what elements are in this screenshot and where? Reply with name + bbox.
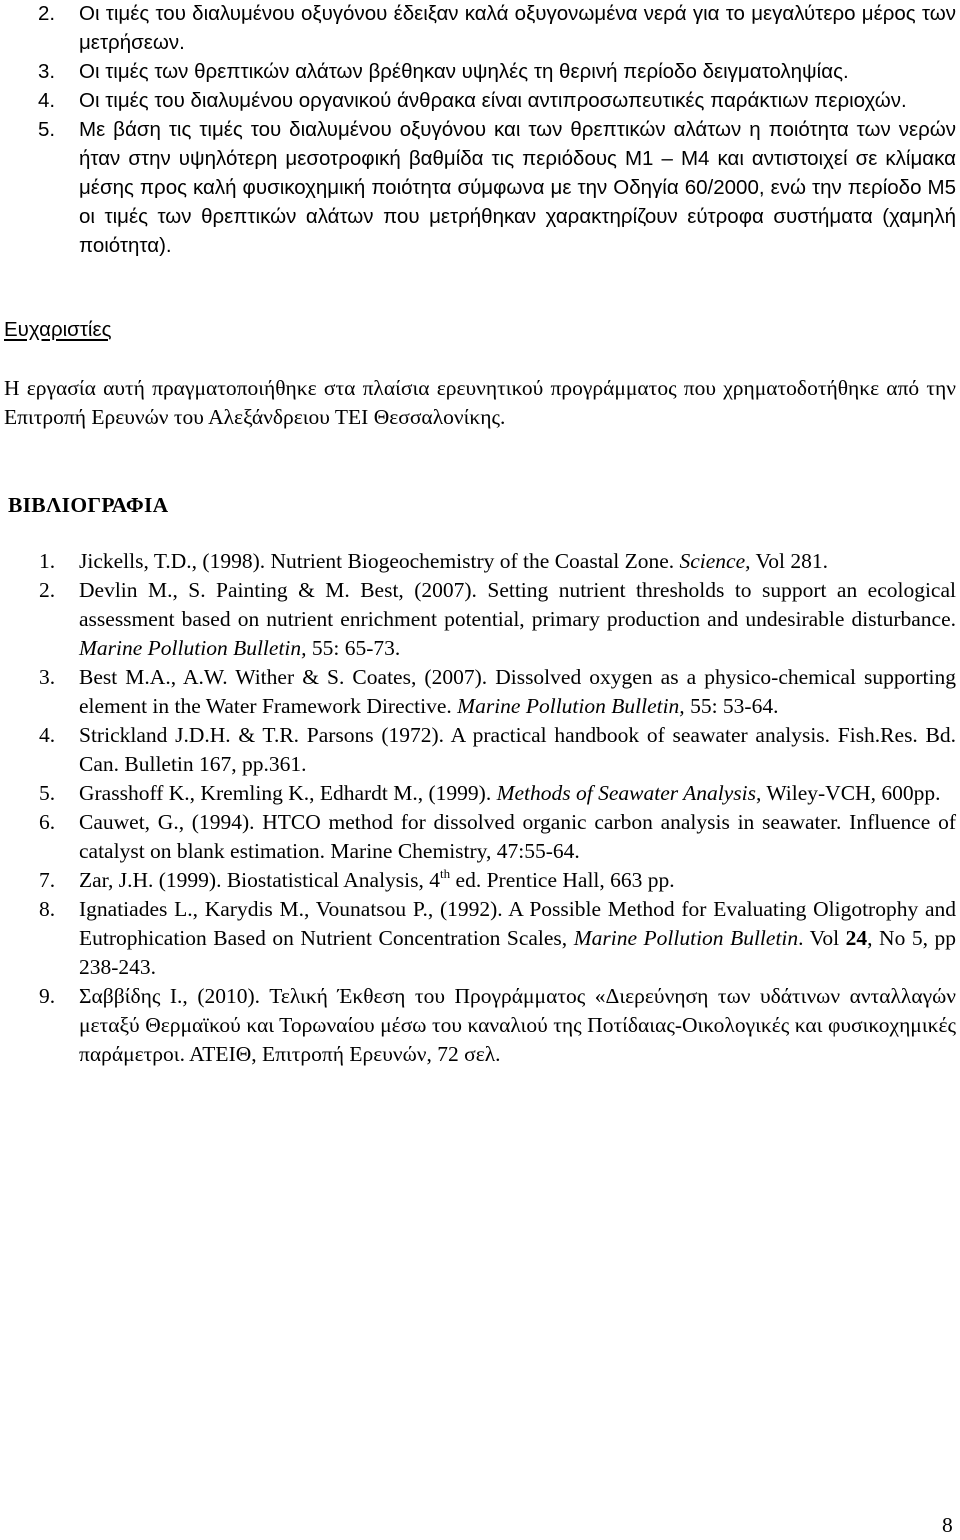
list-number: 8. [39, 897, 56, 921]
reference-text: Jickells, T.D., (1998). Nutrient Biogeochemistry of the Coastal Zone. [79, 549, 680, 573]
list-number: 9. [39, 984, 56, 1008]
page-number: 8 [942, 1513, 953, 1537]
bibliography-heading: ΒΙΒΛΙΟΓΡΑΦΙΑ [8, 493, 169, 517]
reference-text: , No 5, pp 238-243. [79, 926, 956, 979]
reference-item [0, 895, 956, 982]
reference-item [0, 547, 956, 576]
book-title: Methods of Seawater Analysis [496, 781, 756, 805]
reference-item [0, 721, 956, 779]
journal-name: Science, [679, 549, 751, 573]
conclusion-item [0, 115, 956, 260]
list-number: 4. [38, 89, 56, 112]
reference-text: , Wiley-VCH, 600pp. [755, 781, 941, 805]
journal-name: Marine Pollution Bulletin, [79, 636, 307, 660]
list-number: 2. [39, 578, 56, 602]
reference-text: Zar, J.H. (1999). Biostatistical Analysis, 4 [79, 868, 441, 892]
conclusion-item [0, 57, 956, 86]
reference-item [0, 779, 956, 808]
list-number: 1. [39, 549, 56, 573]
list-number: 6. [39, 810, 56, 834]
conclusion-text: Οι τιμές των θρεπτικών αλάτων βρέθηκαν υψηλές τη θερινή περίοδο δειγματοληψίας. [79, 60, 849, 83]
list-number: 5. [39, 781, 56, 805]
reference-text: Devlin M., S. Painting & M. Best, (2007). Setting nutrient thresholds to support an ecological assessment based on nutrient enrichment potential, primary production and undesirable disturbance. [79, 578, 956, 631]
conclusions-list [0, 0, 956, 260]
list-number: 3. [39, 665, 56, 689]
reference-item [0, 982, 956, 1069]
reference-text: Best M.A., A.W. Wither & S. Coates, (2007). Dissolved oxygen as a physico-chemical supporting element in the Water Framework Directive. [79, 665, 956, 718]
reference-text: Ignatiades L., Karydis M., Vounatsou P., (1992). A Possible Method for Evaluating Oligotrophy and Eutrophication Based on Nutrient Concentration Scales, [79, 897, 956, 950]
reference-text: Vol 281. [750, 549, 828, 573]
reference-text: Σαββίδης Ι., (2010). Τελική Έκθεση του Προγράμματος «Διερεύνηση των υδάτινων ανταλλαγών μεταξύ Θερμαϊκού και Τορωναίου μέσω του καναλιού της Ποτίδαιας-Οικολογικές και φυσικοχημικές παράμετροι. ΑΤΕΙΘ, Επιτροπή Ερευνών, 72 σελ. [79, 984, 956, 1066]
list-number: 4. [39, 723, 56, 747]
reference-text: 55: 65-73. [306, 636, 401, 660]
reference-item [0, 808, 956, 866]
reference-item [0, 866, 956, 895]
conclusion-text: Οι τιμές του διαλυμένου οξυγόνου έδειξαν καλά οξυγονωμένα νερά για το μεγαλύτερο μέρος των μετρήσεων. [79, 2, 956, 54]
reference-text: Cauwet, G., (1994). HTCO method for dissolved organic carbon analysis in seawater. Influence of catalyst on blank estimation. Marine Chemistry, 47:55-64. [79, 810, 956, 863]
reference-item [0, 663, 956, 721]
conclusion-item [0, 0, 956, 57]
acknowledgements-text: Η εργασία αυτή πραγματοποιήθηκε στα πλαίσια ερευνητικού προγράμματος που χρηματοδοτήθηκε από την Επιτροπή Ερευνών του Αλεξάνδρειου ΤΕΙ Θεσσαλονίκης. [4, 376, 956, 429]
acknowledgements-heading: Ευχαριστίες [4, 318, 112, 341]
ordinal-suffix: th [440, 866, 451, 881]
list-number: 2. [38, 2, 56, 25]
list-number: 7. [39, 868, 56, 892]
list-number: 5. [38, 118, 56, 141]
conclusion-text: Οι τιμές του διαλυμένου οργανικού άνθρακα είναι αντιπροσωπευτικές παράκτιων περιοχών. [79, 89, 907, 112]
journal-name: Marine Pollution Bulletin [573, 926, 799, 950]
reference-item [0, 576, 956, 663]
reference-text: 55: 53-64. [684, 694, 779, 718]
conclusion-text: Με βάση τις τιμές του διαλυμένου οξυγόνου και των θρεπτικών αλάτων η ποιότητα των νερών ήταν στην υψηλότερη μεσοτροφική βαθμίδα τις περιόδους Μ1 – Μ4 και αντιστοιχεί σε κλίμακα μέσης προς καλή φυσικοχημική ποιότητα σύμφωνα με την Οδηγία 60/2000, ενώ την περίοδο Μ5 οι τιμές των θρεπτικών αλάτων που μετρήθηκαν χαρακτηρίζουν εύτροφα συστήματα (χαμηλή ποιότητα). [79, 118, 956, 257]
reference-text: ed. Prentice Hall, 663 pp. [450, 868, 675, 892]
reference-text: Grasshoff K., Kremling K., Edhardt M., (1999). [79, 781, 497, 805]
reference-text: Strickland J.D.H. & T.R. Parsons (1972). A practical handbook of seawater analysis. Fish.Res. Bd. Can. Bulletin 167, pp.361. [79, 723, 956, 776]
conclusion-item [0, 86, 956, 115]
list-number: 3. [38, 60, 56, 83]
bibliography-list [0, 547, 956, 1069]
volume-number: 24 [845, 926, 868, 950]
journal-name: Marine Pollution Bulletin, [457, 694, 685, 718]
reference-text: . Vol [798, 926, 846, 950]
